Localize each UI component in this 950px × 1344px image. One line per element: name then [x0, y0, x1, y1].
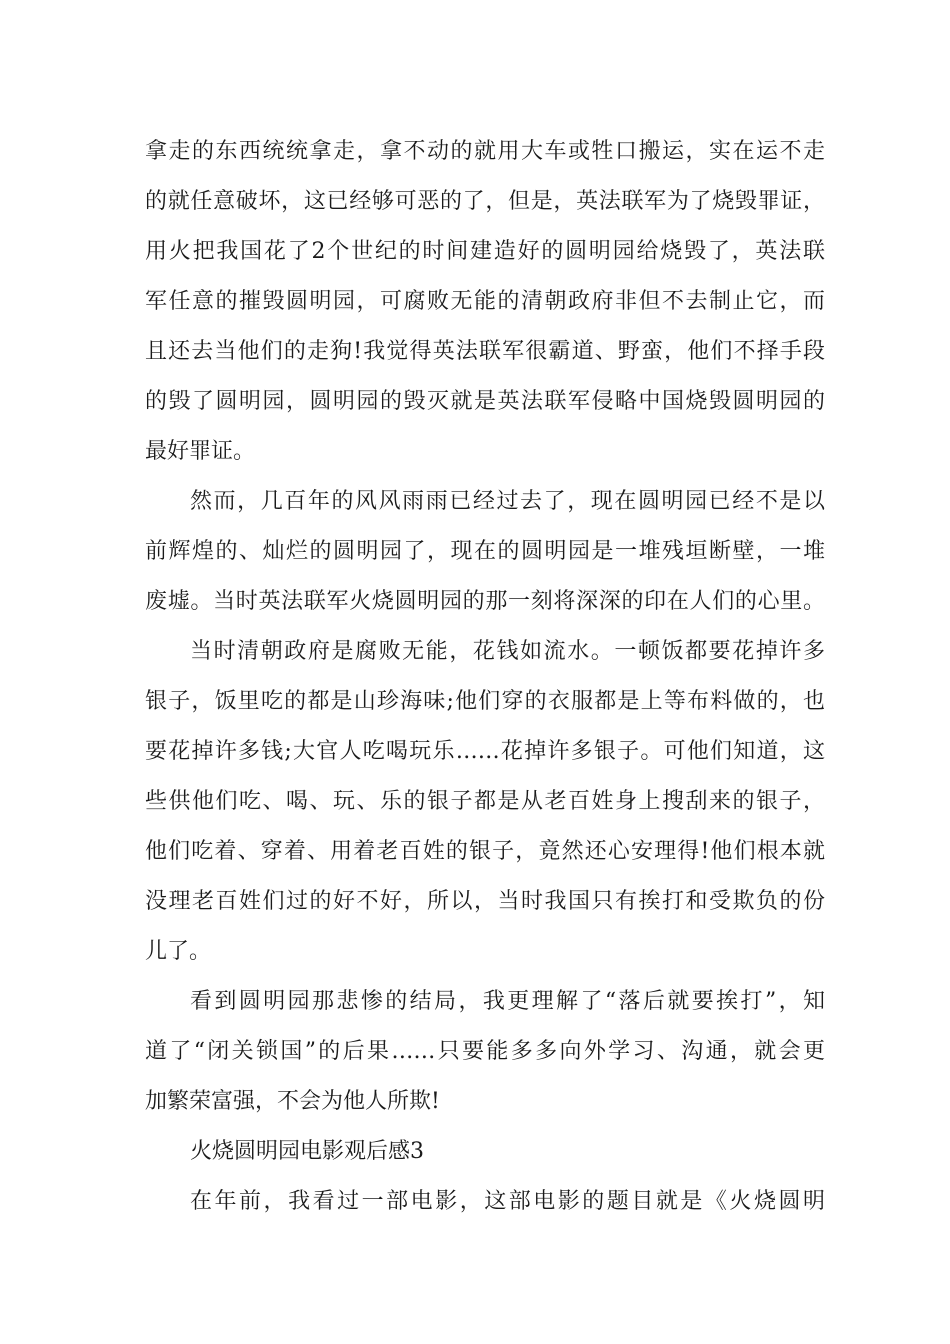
text-line: 要花掉许多钱;大官人吃喝玩乐……花掉许多银子。可他们知道，这: [145, 739, 825, 764]
text-line: 当时清朝政府是腐败无能，花钱如流水。一顿饭都要花掉许多: [190, 639, 825, 664]
text-line: 拿走的东西统统拿走，拿不动的就用大车或牲口搬运，实在运不走: [145, 139, 825, 164]
text-line: 他们吃着、穿着、用着老百姓的银子，竟然还心安理得!他们根本就: [145, 839, 825, 864]
section-heading: 火烧圆明园电影观后感3: [190, 1139, 424, 1164]
text-line: 银子，饭里吃的都是山珍海味;他们穿的衣服都是上等布料做的，也: [145, 689, 825, 714]
text-line: 的就任意破坏，这已经够可恶的了，但是，英法联军为了烧毁罪证，: [145, 189, 825, 214]
text-line: 前辉煌的、灿烂的圆明园了，现在的圆明园是一堆残垣断壁，一堆: [145, 539, 825, 564]
text-line: 加繁荣富强，不会为他人所欺!: [145, 1089, 440, 1114]
text-line: 在年前，我看过一部电影，这部电影的题目就是《火烧圆明: [190, 1189, 825, 1214]
text-line: 军任意的摧毁圆明园，可腐败无能的清朝政府非但不去制止它，而: [145, 289, 825, 314]
text-line: 些供他们吃、喝、玩、乐的银子都是从老百姓身上搜刮来的银子，: [145, 789, 825, 814]
text-line: 儿了。: [145, 939, 212, 964]
text-line: 且还去当他们的走狗!我觉得英法联军很霸道、野蛮，他们不择手段: [145, 339, 825, 364]
text-line: 废墟。当时英法联军火烧圆明园的那一刻将深深的印在人们的心里。: [145, 589, 825, 614]
text-line: 最好罪证。: [145, 439, 256, 464]
text-line: 道了“闭关锁国”的后果……只要能多多向外学习、沟通，就会更: [145, 1039, 825, 1064]
text-line: 没理老百姓们过的好不好，所以，当时我国只有挨打和受欺负的份: [145, 889, 825, 914]
text-line: 用火把我国花了2个世纪的时间建造好的圆明园给烧毁了，英法联: [145, 239, 825, 264]
text-line: 看到圆明园那悲惨的结局，我更理解了“落后就要挨打”，知: [190, 989, 825, 1014]
text-line: 然而，几百年的风风雨雨已经过去了，现在圆明园已经不是以: [190, 489, 825, 514]
text-line: 的毁了圆明园，圆明园的毁灭就是英法联军侵略中国烧毁圆明园的: [145, 389, 825, 414]
